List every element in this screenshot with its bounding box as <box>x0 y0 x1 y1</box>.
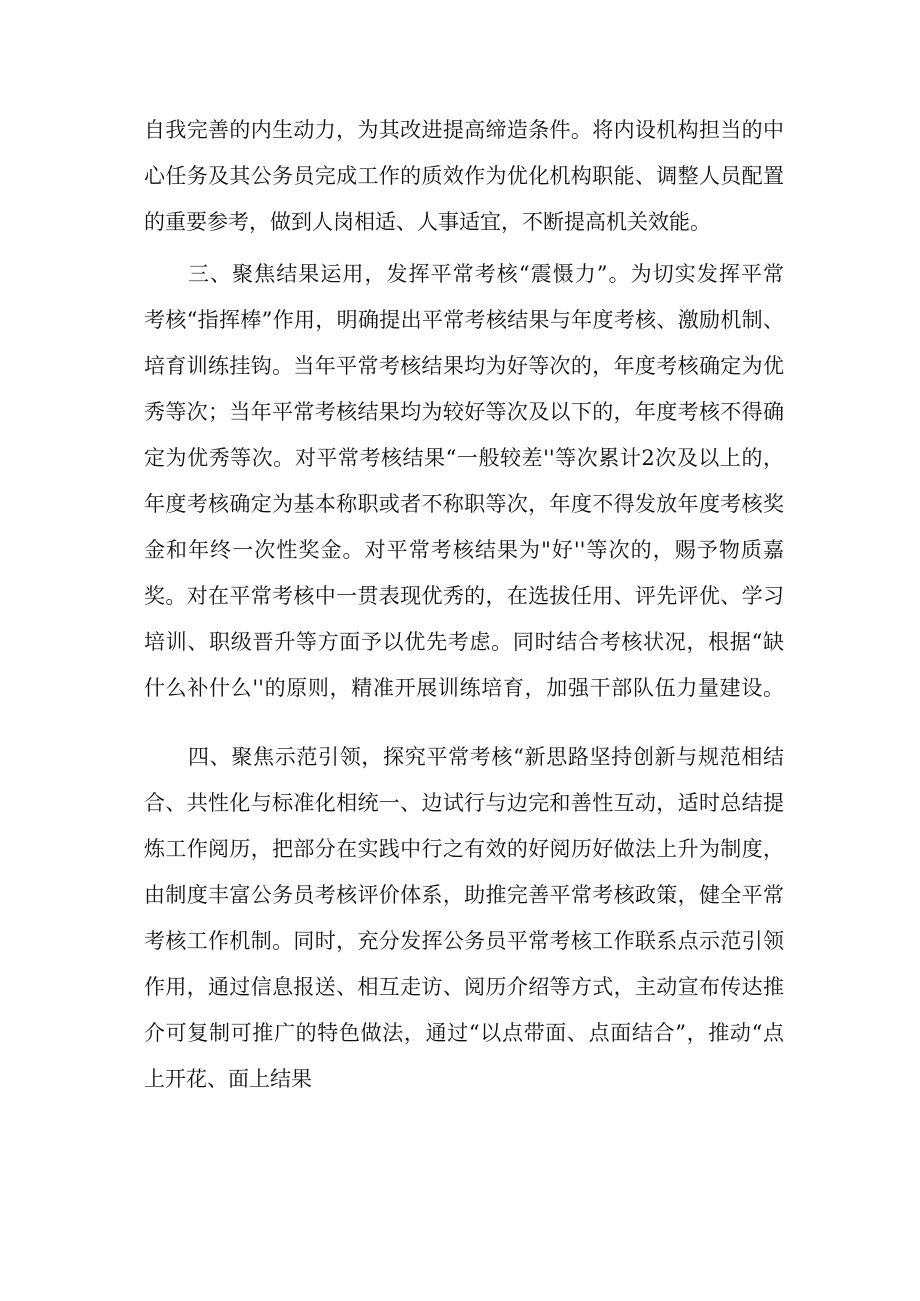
paragraph-line: 什么补什么''的原则，精准开展训练培育，加强干部队伍力量建设。 <box>144 676 784 700</box>
paragraph-line: 自我完善的内生动力，为其改进提高缔造条件。将内设机构担当的中 <box>144 118 784 142</box>
paragraph-line: 年度考核确定为基本称职或者不称职等次，年度不得发放年度考核奖 <box>144 492 784 516</box>
paragraph-line: 考核“指挥棒”作用，明确提出平常考核结果与年度考核、激励机制、 <box>144 308 784 332</box>
paragraph-line: 炼工作阅历，把部分在实践中行之有效的好阅历好做法上升为制度， <box>144 837 784 861</box>
paragraph-line: 考核工作机制。同时，充分发挥公务员平常考核工作联系点示范引领 <box>144 929 784 953</box>
paragraph-line: 培育训练挂钩。当年平常考核结果均为好等次的，年度考核确定为优 <box>144 354 784 378</box>
paragraph-line: 介可复制可推广的特色做法，通过“以点带面、点面结合”，推动“点 <box>144 1021 784 1045</box>
paragraph-line: 三、聚焦结果运用，发挥平常考核“震慑力”。为切实发挥平常 <box>188 262 784 286</box>
paragraph-line: 的重要参考，做到人岗相适、人事适宜，不断提高机关效能。 <box>144 210 711 234</box>
paragraph-line: 心任务及其公务员完成工作的质效作为优化机构职能、调整人员配置 <box>144 164 784 188</box>
paragraph-line: 上开花、面上结果 <box>144 1067 312 1091</box>
paragraph-line: 定为优秀等次。对平常考核结果“一般较差''等次累计2次及以上的， <box>144 446 784 470</box>
paragraph-line: 培训、职级晋升等方面予以优先考虑。同时结合考核状况，根据“缺 <box>144 630 784 654</box>
paragraph-line: 作用，通过信息报送、相互走访、阅历介绍等方式，主动宣布传达推 <box>144 975 784 999</box>
paragraph-line: 由制度丰富公务员考核评价体系，助推完善平常考核政策，健全平常 <box>144 883 784 907</box>
paragraph-line: 合、共性化与标准化相统一、边试行与边完和善性互动，适时总结提 <box>144 791 784 815</box>
paragraph-2 <box>144 251 784 757</box>
paragraph-line: 奖。对在平常考核中一贯表现优秀的，在选拔任用、评先评优、学习 <box>144 584 784 608</box>
paragraph-1 <box>144 107 784 245</box>
paragraph-line: 四、聚焦示范引领，探究平常考核“新思路坚持创新与规范相结 <box>188 745 784 769</box>
paragraph-line: 秀等次；当年平常考核结果均为较好等次及以下的，年度考核不得确 <box>144 400 784 424</box>
paragraph-line: 金和年终一次性奖金。对平常考核结果为"好''等次的，赐予物质嘉 <box>144 538 784 562</box>
paragraph-3 <box>144 734 784 1102</box>
